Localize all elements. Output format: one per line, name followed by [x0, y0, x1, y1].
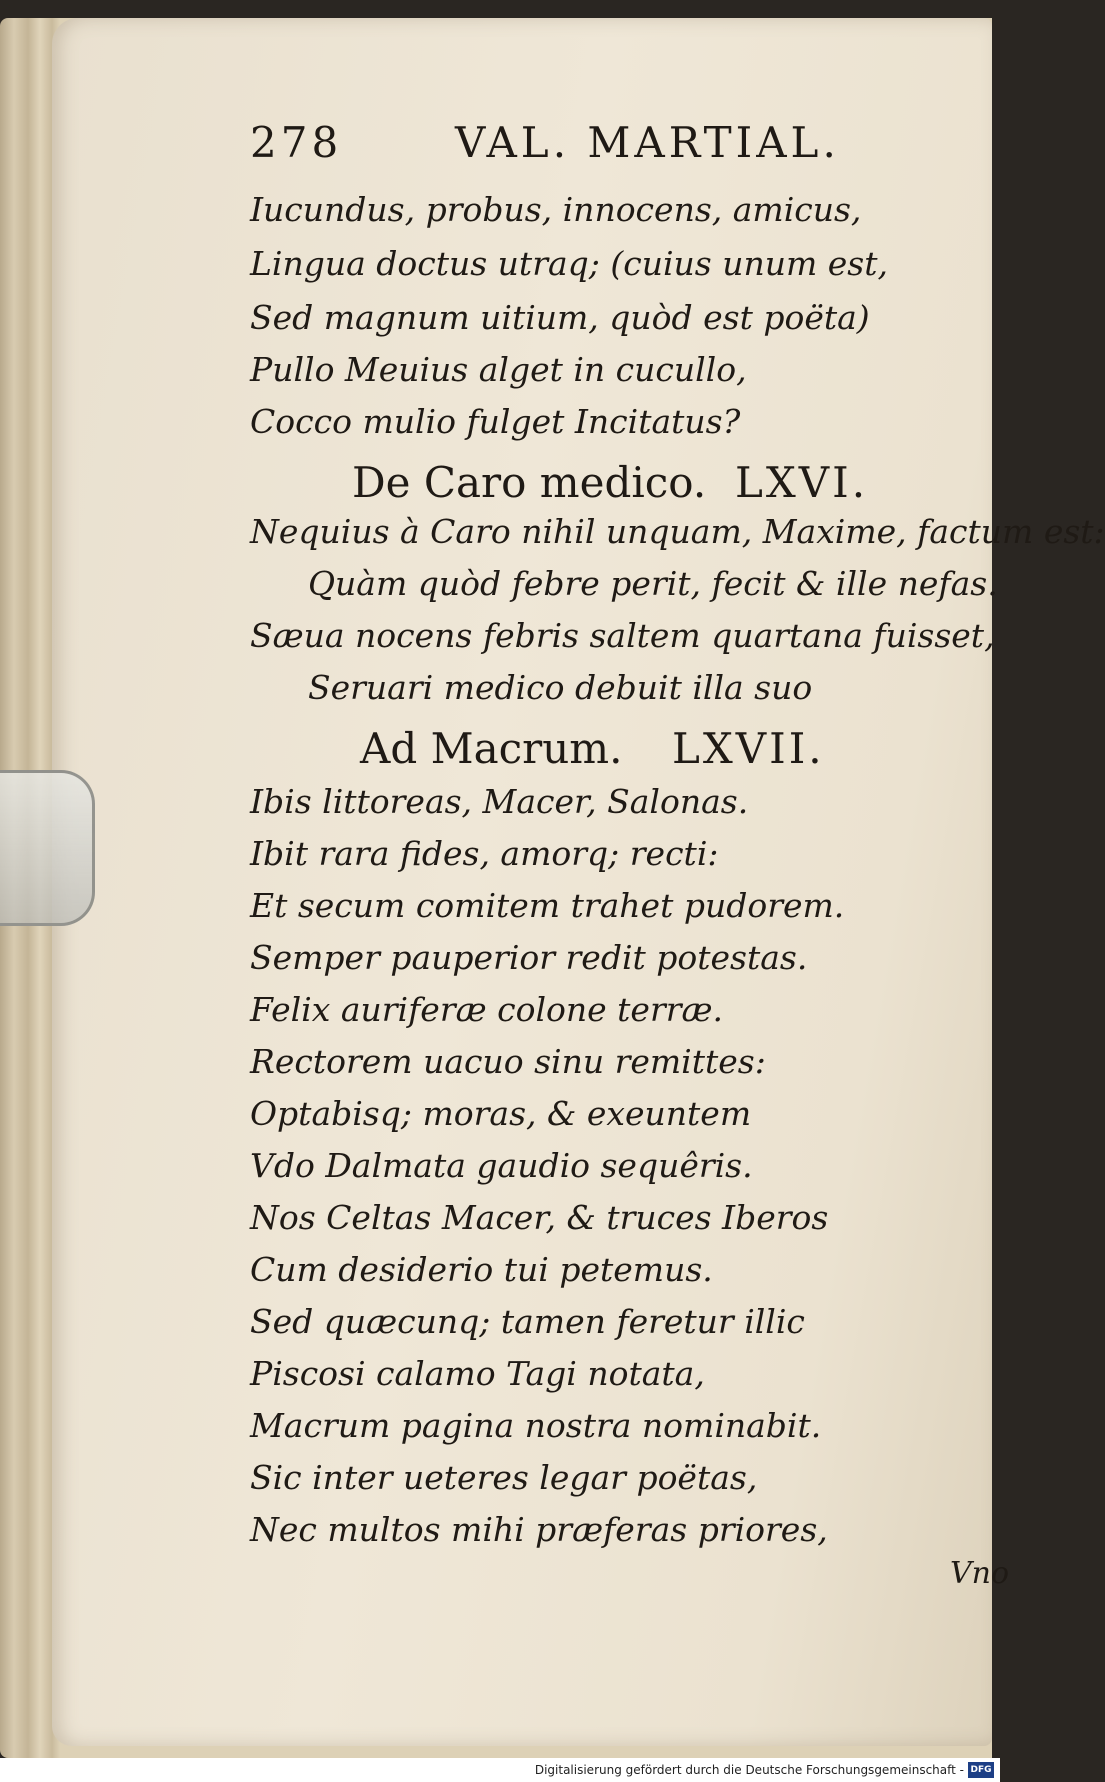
- verse-line: Quàm quòd febre perit, fecit & ille nefas.: [308, 564, 998, 603]
- page-clip: [0, 770, 95, 926]
- verse-line: Pullo Meuius alget in cucullo,: [250, 350, 747, 389]
- verse-line: Seruari medico debuit illa suo: [308, 668, 813, 707]
- verse-line: Optabisq; moras, & exeuntem: [250, 1094, 752, 1133]
- verse-line: Nequius à Caro nihil unquam, Maxime, factum est:: [250, 512, 1105, 551]
- section-title: Ad Macrum.: [360, 724, 623, 773]
- verse-line: Sic inter ueteres legar poëtas,: [250, 1458, 758, 1497]
- verse-line: Sed magnum uitium, quòd est poëta): [250, 298, 870, 337]
- verse-line: Ibit rara fides, amorq; recti:: [250, 834, 719, 873]
- verse-line: Sed quæcunq; tamen feretur illic: [250, 1302, 805, 1341]
- verse-line: Nos Celtas Macer, & truces Iberos: [250, 1198, 829, 1237]
- verse-line: Cocco mulio fulget Incitatus?: [250, 402, 741, 441]
- verse-line: Macrum pagina nostra nominabit.: [250, 1406, 822, 1445]
- verse-line: Piscosi calamo Tagi notata,: [250, 1354, 705, 1393]
- digitization-credit: Digitalisierung gefördert durch die Deutsche Forschungsgemeinschaft -: [0, 1758, 1000, 1782]
- catchword: Vno: [950, 1556, 1010, 1591]
- verse-line: Nec multos mihi præferas priores,: [250, 1510, 828, 1549]
- dfg-logo: DFG: [968, 1762, 994, 1778]
- section-title: De Caro medico.: [352, 458, 707, 507]
- running-title: VAL. MARTIAL.: [455, 118, 840, 167]
- verse-line: Semper pauperior redit potestas.: [250, 938, 808, 977]
- verse-line: Felix auriferæ colone terræ.: [250, 990, 724, 1029]
- section-numeral: LXVII.: [672, 724, 825, 773]
- page-number: 278: [250, 118, 343, 167]
- verse-line: Rectorem uacuo sinu remittes:: [250, 1042, 766, 1081]
- verse-line: Et secum comitem trahet pudorem.: [250, 886, 845, 925]
- verse-line: Sæua nocens febris saltem quartana fuisset,: [250, 616, 995, 655]
- verse-line: Cum desiderio tui petemus.: [250, 1250, 713, 1289]
- verse-line: Ibis littoreas, Macer, Salonas.: [250, 782, 749, 821]
- section-numeral: LXVI.: [735, 458, 869, 507]
- verse-line: Vdo Dalmata gaudio sequêris.: [250, 1146, 753, 1185]
- verse-line: Lingua doctus utraq; (cuius unum est,: [250, 244, 888, 283]
- verse-line: Iucundus, probus, innocens, amicus,: [250, 190, 862, 229]
